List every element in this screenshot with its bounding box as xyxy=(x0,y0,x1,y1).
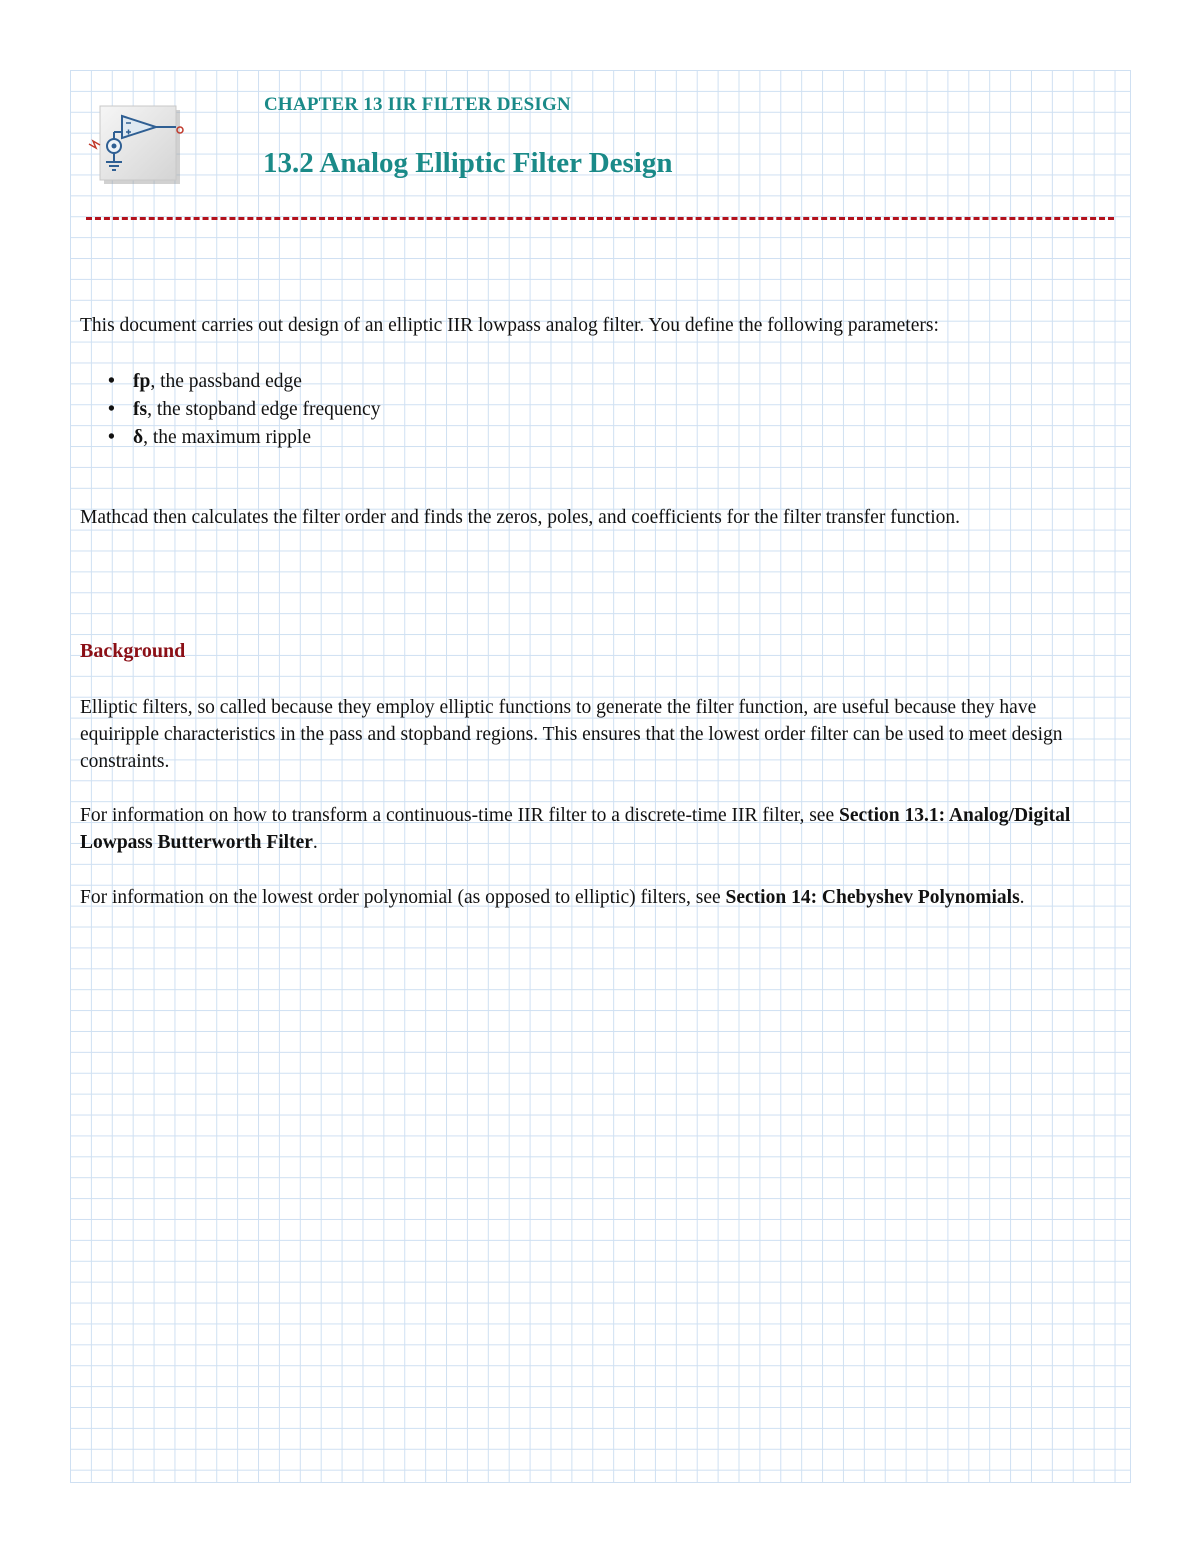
paragraph-text: . xyxy=(1019,887,1025,908)
calculation-paragraph: Mathcad then calculates the filter order and finds the zeros, poles, and coefficients for the filter transfer function. xyxy=(80,507,961,528)
paragraph-text: For information on how to transform a continuous-time IIR filter to a discrete-time IIR filter, see xyxy=(80,805,839,826)
bullet-icon: • xyxy=(108,427,115,448)
parameter-name: δ xyxy=(133,427,144,448)
graph-paper-background xyxy=(70,70,1131,1483)
dashed-divider xyxy=(86,217,1114,220)
list-item xyxy=(108,396,380,424)
list-item xyxy=(108,368,380,396)
background-paragraph: Elliptic filters, so called because they employ elliptic functions to generate the filter function, are useful because they have equiripple characteristics in the pass and stopband regions. This ensures that the lowest order filter can be used to meet design constraints. xyxy=(80,697,1063,772)
intro-paragraph: This document carries out design of an elliptic IIR lowpass analog filter. You define the following parameters: xyxy=(80,315,939,336)
bullet-icon: • xyxy=(108,371,115,392)
paragraph-text: For information on the lowest order polynomial (as opposed to elliptic) filters, see xyxy=(80,887,726,908)
paragraph-text: . xyxy=(312,832,318,853)
parameter-desc: , the stopband edge frequency xyxy=(147,399,381,420)
parameter-name: fs xyxy=(133,399,148,420)
parameter-list xyxy=(108,368,380,452)
section-link[interactable]: Section 13.1: Analog/Digital Lowpass Butterworth Filter xyxy=(80,805,1071,853)
bullet-icon: • xyxy=(108,399,115,420)
parameter-desc: , the passband edge xyxy=(150,371,302,392)
transform-reference-paragraph xyxy=(80,802,1080,856)
parameter-name: fp xyxy=(133,371,151,392)
section-link[interactable]: Section 14: Chebyshev Polynomials xyxy=(725,887,1020,908)
op-amp-circuit-icon xyxy=(84,104,184,188)
page-title: 13.2 Analog Elliptic Filter Design xyxy=(263,147,673,179)
chapter-heading: CHAPTER 13 IIR FILTER DESIGN xyxy=(264,94,571,115)
list-item xyxy=(108,424,380,452)
background-heading: Background xyxy=(80,640,186,662)
polynomial-reference-paragraph xyxy=(80,884,1100,911)
parameter-desc: , the maximum ripple xyxy=(143,427,312,448)
